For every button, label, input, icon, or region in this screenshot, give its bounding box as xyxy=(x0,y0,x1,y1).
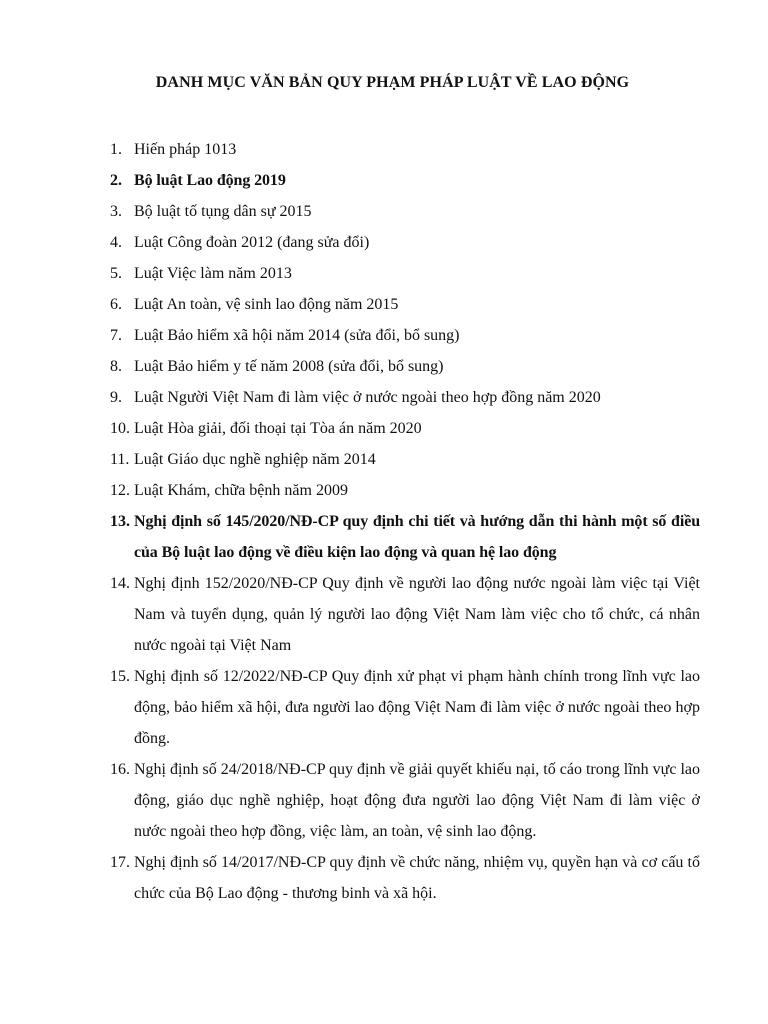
list-item-number: 3. xyxy=(110,203,122,220)
list-item-number: 11. xyxy=(110,451,130,468)
list-item-text: Bộ luật tố tụng dân sự 2015 xyxy=(134,203,312,220)
list-item-number: 17. xyxy=(110,854,130,871)
list-item-text: Luật An toàn, vệ sinh lao động năm 2015 xyxy=(134,296,399,313)
list-item-number: 10. xyxy=(110,420,130,437)
regulation-list xyxy=(110,134,700,909)
document-title: DANH MỤC VĂN BẢN QUY PHẠM PHÁP LUẬT VỀ LAO ĐỘNG xyxy=(155,74,630,91)
list-item-number: 7. xyxy=(110,327,122,344)
list-item xyxy=(110,227,700,258)
list-item-number: 9. xyxy=(110,389,122,406)
list-item-text: Bộ luật Lao động 2019 xyxy=(134,172,286,189)
list-item-text: Luật Người Việt Nam đi làm việc ở nước ngoài theo hợp đồng năm 2020 xyxy=(134,389,601,406)
list-item-text: Luật Giáo dục nghề nghiệp năm 2014 xyxy=(134,451,376,468)
list-item-number: 15. xyxy=(110,668,130,685)
list-item xyxy=(110,196,700,227)
list-item xyxy=(110,475,700,506)
list-item-number: 8. xyxy=(110,358,122,375)
list-item-text: Luật Hòa giải, đối thoại tại Tòa án năm 2020 xyxy=(134,420,422,437)
list-item-number: 14. xyxy=(110,575,130,592)
list-item-text: Luật Khám, chữa bệnh năm 2009 xyxy=(134,482,348,499)
list-item xyxy=(110,754,700,847)
list-item xyxy=(110,258,700,289)
list-item xyxy=(110,351,700,382)
list-item xyxy=(110,382,700,413)
list-item-number: 1. xyxy=(110,141,122,158)
list-item xyxy=(110,413,700,444)
list-item-number: 6. xyxy=(110,296,122,313)
list-item xyxy=(110,320,700,351)
list-item xyxy=(110,444,700,475)
list-item-text: Nghị định số 14/2017/NĐ-CP quy định về chức năng, nhiệm vụ, quyền hạn và cơ cấu tổ chức của Bộ Lao động - thương binh và xã hội. xyxy=(134,854,700,902)
list-item-text: Nghị định số 145/2020/NĐ-CP quy định chi tiết và hướng dẫn thi hành một số điều của Bộ luật lao động về điều kiện lao động và quan hệ lao động xyxy=(134,513,700,561)
list-item-text: Nghị định 152/2020/NĐ-CP Quy định về người lao động nước ngoài làm việc tại Việt Nam và tuyển dụng, quản lý người lao động Việt Nam làm việc cho tổ chức, cá nhân nước ngoài tại Việt Nam xyxy=(134,575,700,654)
list-item xyxy=(110,568,700,661)
list-item-text: Hiến pháp 1013 xyxy=(134,141,237,158)
list-item-text: Luật Bảo hiểm y tế năm 2008 (sửa đổi, bổ sung) xyxy=(134,358,444,375)
list-item-number: 13. xyxy=(110,513,130,530)
list-item-number: 4. xyxy=(110,234,122,251)
list-item xyxy=(110,661,700,754)
list-item-number: 16. xyxy=(110,761,130,778)
list-item xyxy=(110,506,700,568)
list-item-number: 12. xyxy=(110,482,130,499)
list-item-text: Nghị định số 24/2018/NĐ-CP quy định về giải quyết khiếu nại, tố cáo trong lĩnh vực lao động, giáo dục nghề nghiệp, hoạt động đưa người lao động Việt Nam đi làm việc ở nước ngoài theo hợp đồng, việc làm, an toàn, vệ sinh lao động. xyxy=(134,761,700,840)
list-item-text: Luật Công đoàn 2012 (đang sửa đổi) xyxy=(134,234,370,251)
list-item-text: Nghị định số 12/2022/NĐ-CP Quy định xử phạt vi phạm hành chính trong lĩnh vực lao động, bảo hiểm xã hội, đưa người lao động Việt Nam đi làm việc ở nước ngoài theo hợp đồng. xyxy=(134,668,700,747)
list-item-text: Luật Bảo hiểm xã hội năm 2014 (sửa đổi, bổ sung) xyxy=(134,327,460,344)
list-item xyxy=(110,289,700,320)
list-item-number: 2. xyxy=(110,172,122,189)
list-item xyxy=(110,847,700,909)
list-item-text: Luật Việc làm năm 2013 xyxy=(134,265,292,282)
list-item xyxy=(110,134,700,165)
list-item xyxy=(110,165,700,196)
list-item-number: 5. xyxy=(110,265,122,282)
